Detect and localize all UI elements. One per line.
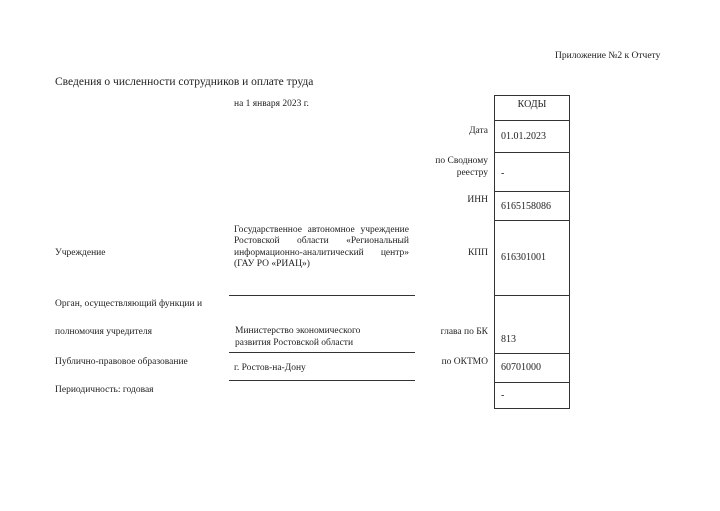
public-entity-value: г. Ростов-на-Дону <box>234 363 306 373</box>
organ-underline <box>229 352 415 353</box>
document-title: Сведения о численности сотрудников и оплате труда <box>55 76 314 88</box>
code-period: - <box>501 390 505 401</box>
label-inn: ИНН <box>467 195 488 205</box>
appendix-note: Приложение №2 к Отчету <box>555 51 661 61</box>
code-bk: 813 <box>501 334 516 345</box>
label-bk: глава по БК <box>440 327 488 337</box>
code-inn: 6165158086 <box>501 201 551 212</box>
periodicity-label: Периодичность: годовая <box>55 385 154 395</box>
organ-label-1: Орган, осуществляющий функции и <box>55 299 203 309</box>
code-oktmo: 60701000 <box>501 362 541 373</box>
public-entity-underline <box>229 380 415 381</box>
institution-value: Государственное автономное учреждение Ростовской области «Региональный информационно-аналитический центр» (ГАУ РО «РИАЦ») <box>234 225 409 269</box>
codes-table <box>494 95 570 409</box>
organ-label-2: полномочия учредителя <box>55 327 152 337</box>
label-registry-2: реестру <box>456 168 488 178</box>
report-date-line: на 1 января 2023 г. <box>234 99 309 109</box>
organ-value: Министерство экономического развития Ростовской области <box>235 326 361 348</box>
institution-label: Учреждение <box>55 248 106 258</box>
code-date: 01.01.2023 <box>501 131 546 142</box>
label-oktmo: по ОКТМО <box>441 357 488 367</box>
code-kpp: 616301001 <box>501 252 546 263</box>
label-date: Дата <box>469 126 488 136</box>
code-registry: - <box>501 168 505 179</box>
codes-header: КОДЫ <box>517 99 547 110</box>
label-registry-1: по Сводному <box>435 156 488 166</box>
label-kpp: КПП <box>467 248 488 258</box>
public-entity-label: Публично-правовое образование <box>55 357 188 367</box>
institution-underline <box>229 295 415 296</box>
